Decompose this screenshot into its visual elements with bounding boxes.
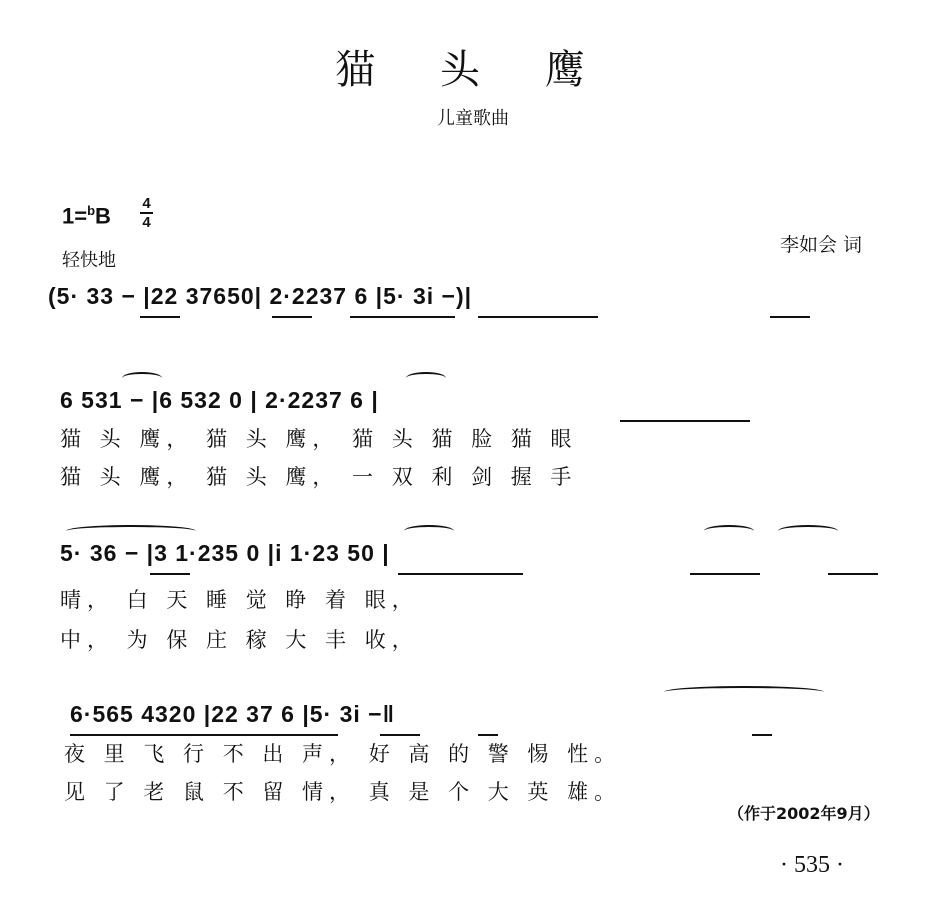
beam — [770, 316, 810, 318]
tempo-marking: 轻快地 — [62, 250, 116, 271]
key-signature — [62, 203, 111, 229]
beam — [398, 573, 523, 575]
time-signature — [140, 196, 153, 230]
composition-date: （作于2002年9月） — [728, 804, 880, 823]
slur-mark — [66, 525, 196, 537]
lyric-verse-1: 猫 头 鹰， 猫 头 鹰， 猫 头 猫 脸 猫 眼 — [60, 427, 578, 451]
beam — [272, 316, 312, 318]
beam — [478, 734, 498, 736]
slur-mark — [664, 686, 824, 698]
beam — [140, 316, 180, 318]
slur-mark — [122, 372, 162, 384]
slur-mark — [404, 525, 454, 537]
lyric-verse-2: 中， 为 保 庄 稼 大 丰 收， — [60, 628, 419, 652]
song-title: 猫 头 鹰 — [335, 47, 611, 93]
key-note: B — [95, 203, 111, 229]
lyricist-credit: 李如会 词 — [780, 234, 863, 256]
score-line-2: 6 531 − |6 532 0 | 2·2237 6 | — [60, 387, 379, 413]
lyric-verse-2: 猫 头 鹰， 猫 头 鹰， 一 双 利 剑 握 手 — [60, 465, 578, 489]
lyric-verse-2: 见 了 老 鼠 不 留 情， 真 是 个 大 英 雄。 — [64, 780, 622, 804]
beam — [478, 316, 598, 318]
beam — [620, 420, 750, 422]
page-number: · 535 · — [780, 852, 844, 878]
beam — [752, 734, 772, 736]
meter-bottom: 4 — [142, 214, 151, 231]
beam — [380, 734, 420, 736]
score-line-1: (5· 33 − |22 37650| 2·2237 6 |5· 3i −)| — [48, 283, 473, 309]
lyric-verse-1: 夜 里 飞 行 不 出 声， 好 高 的 警 惕 性。 — [64, 742, 622, 766]
song-subtitle: 儿童歌曲 — [437, 108, 509, 129]
score-line-4: 6·565 4320 |22 37 6 |5· 3i −‖ — [70, 701, 396, 727]
slur-mark — [406, 372, 446, 384]
beam — [70, 734, 338, 736]
score-line-3: 5· 36 − |3 1·235 0 |i 1·23 50 | — [60, 540, 390, 566]
beam — [690, 573, 760, 575]
slur-mark — [778, 525, 838, 537]
key-label: 1= — [62, 203, 88, 229]
flat-sign: b — [87, 203, 96, 218]
slur-mark — [704, 525, 754, 537]
beam — [828, 573, 878, 575]
lyric-verse-1: 晴， 白 天 睡 觉 睁 着 眼， — [60, 588, 419, 612]
beam — [350, 316, 455, 318]
meter-top: 4 — [142, 195, 151, 212]
beam — [150, 573, 190, 575]
